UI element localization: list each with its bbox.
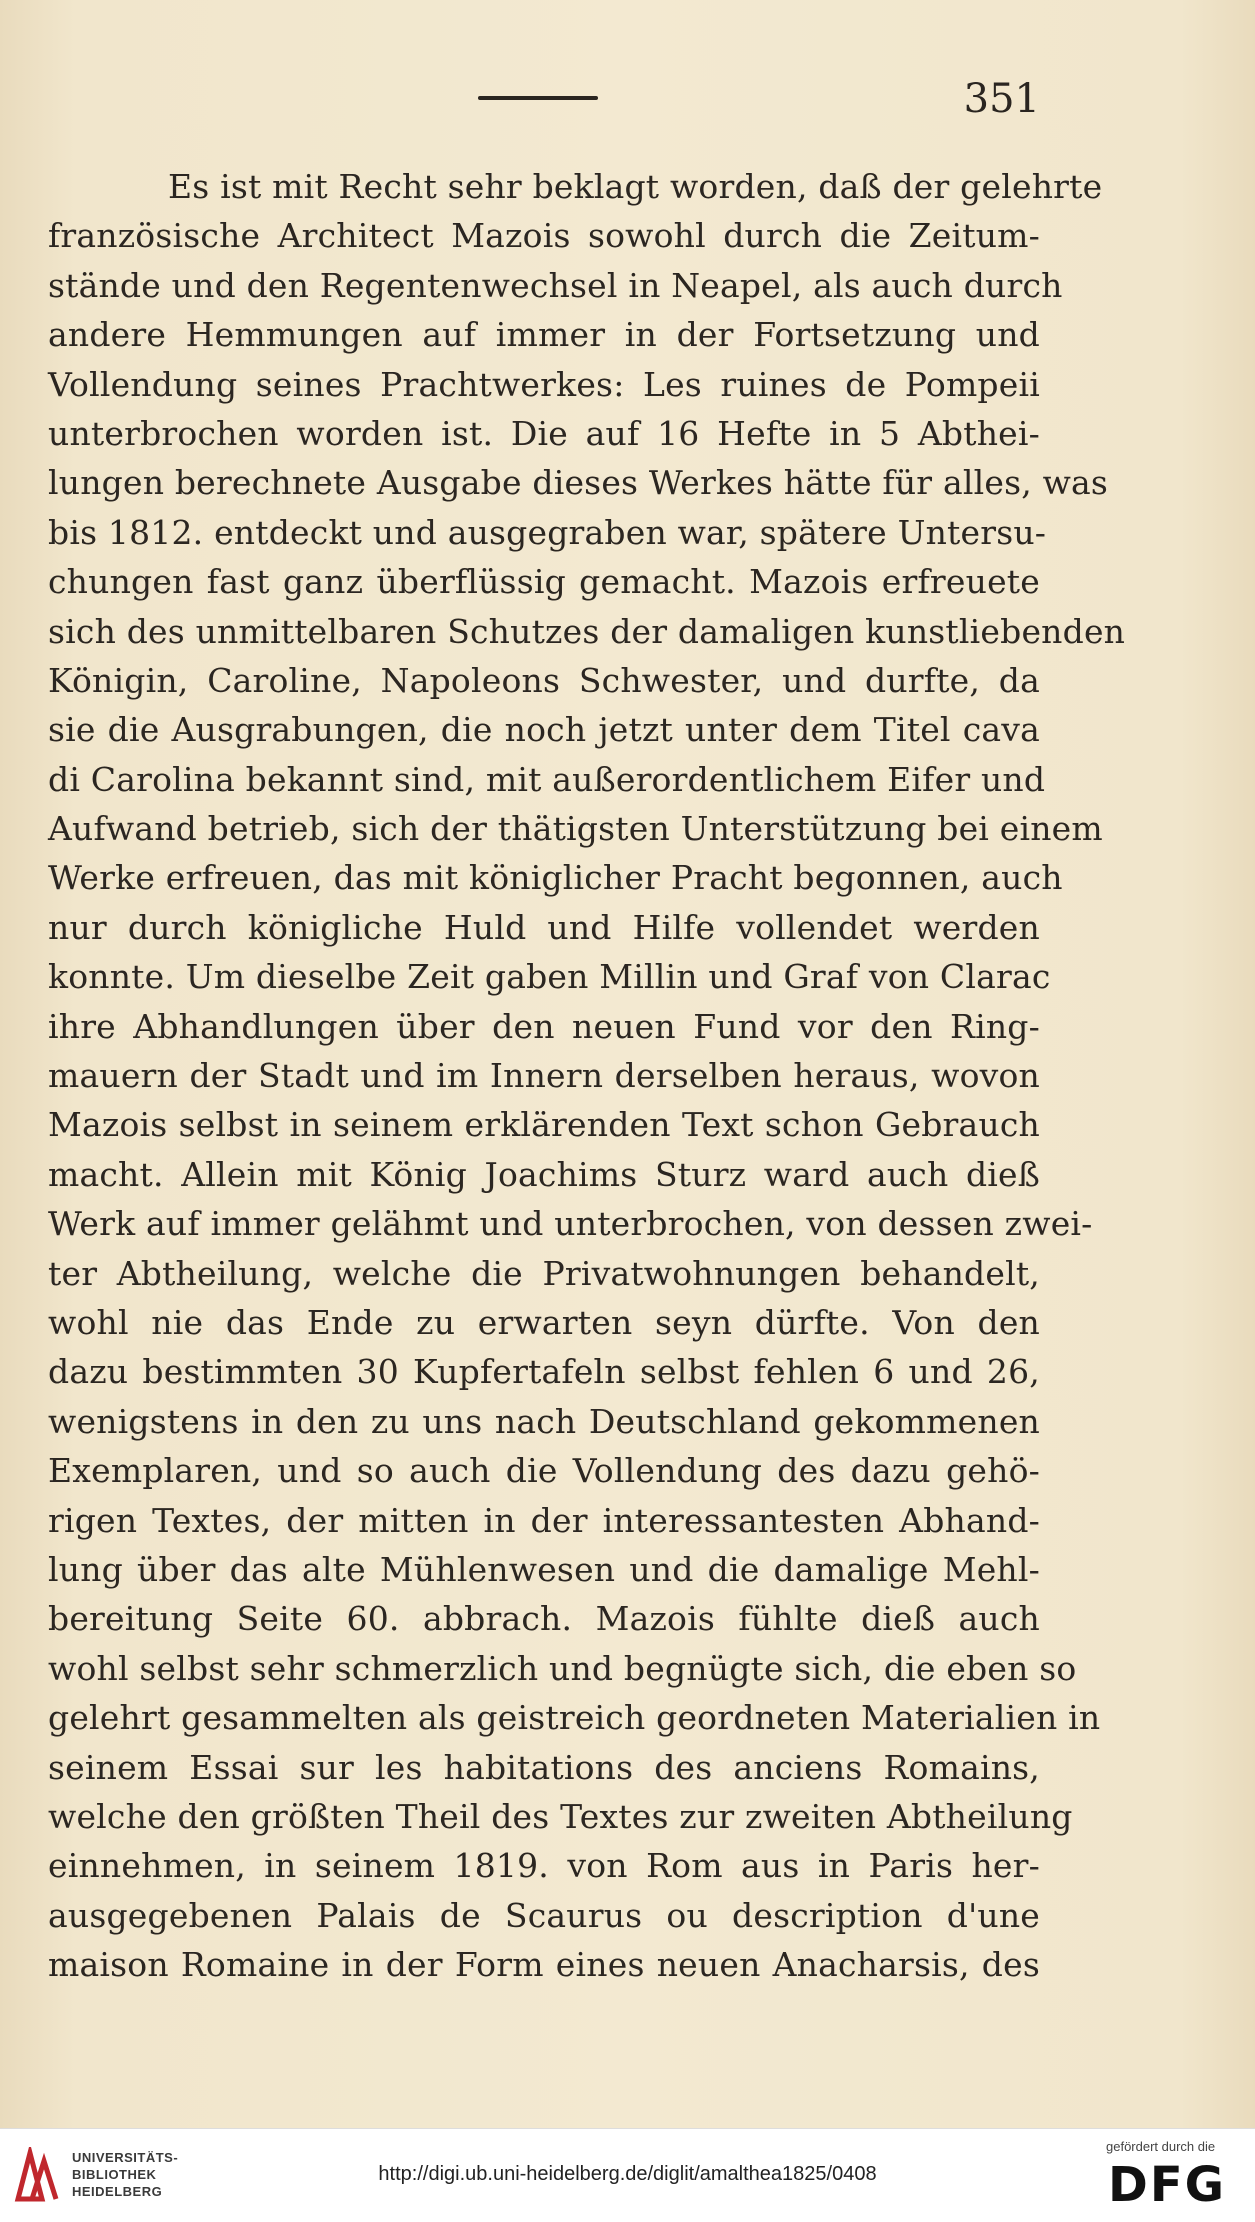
funder-label: gefördert durch die [1106, 2139, 1216, 2154]
text-line: konnte. Um dieselbe Zeit gaben Millin und Graf von Clarac [48, 957, 1051, 997]
text-line: stände und den Regentenwechsel in Neapel, als auch durch [48, 265, 1063, 305]
text-line: Werke erfreuen, das mit königlicher Pracht begonnen, auch [48, 858, 1063, 898]
text-line: Königin, Caroline, Napoleons Schwester, und durfte, da [48, 660, 1040, 700]
text-line: andere Hemmungen auf immer in der Fortsetzung und [48, 315, 1040, 355]
library-name-line: BIBLIOTHEK [72, 2167, 157, 2182]
text-line: ihre Abhandlungen über den neuen Fund vor den Ring- [48, 1006, 1040, 1046]
text-line: ter Abtheilung, welche die Privatwohnungen behandelt, [48, 1253, 1040, 1293]
text-line: wohl selbst sehr schmerzlich und begnügte sich, die eben so [48, 1648, 1077, 1688]
text-line: gelehrt gesammelten als geistreich geordneten Materialien in [48, 1698, 1101, 1738]
text-line: Aufwand betrieb, sich der thätigsten Unterstützung bei einem [48, 809, 1103, 849]
text-line: nur durch königliche Huld und Hilfe vollendet werden [48, 907, 1040, 947]
body-text [48, 162, 1126, 1989]
library-name-line: HEIDELBERG [72, 2184, 163, 2199]
text-line: ausgegebenen Palais de Scaurus ou description d'une [48, 1895, 1040, 1935]
text-line: wenigstens in den zu uns nach Deutschland gekommenen [48, 1401, 1040, 1441]
text-line: lungen berechnete Ausgabe dieses Werkes hätte für alles, was [48, 463, 1109, 503]
text-line: Mazois selbst in seinem erklärenden Text schon Gebrauch [48, 1105, 1040, 1145]
text-line: mauern der Stadt und im Innern derselben heraus, wovon [48, 1056, 1040, 1096]
text-line: wohl nie das Ende zu erwarten seyn dürfte. Von den [48, 1302, 1040, 1342]
text-line: französische Architect Mazois sowohl durch die Zeitum- [48, 216, 1040, 256]
text-line: einnehmen, in seinem 1819. von Rom aus in Paris her- [48, 1846, 1040, 1886]
text-line: Werk auf immer gelähmt und unterbrochen, von dessen zwei- [48, 1204, 1093, 1244]
text-line: welche den größten Theil des Textes zur zweiten Abtheilung [48, 1796, 1073, 1836]
text-line: unterbrochen worden ist. Die auf 16 Hefte in 5 Abthei- [48, 413, 1040, 453]
text-line: dazu bestimmten 30 Kupfertafeln selbst fehlen 6 und 26, [48, 1352, 1040, 1392]
dfg-logo: DFG [1108, 2157, 1227, 2213]
text-line: bis 1812. entdeckt und ausgegraben war, spätere Untersu- [48, 512, 1047, 552]
text-line: lung über das alte Mühlenwesen und die damalige Mehl- [48, 1549, 1040, 1589]
library-name-line: UNIVERSITÄTS- [72, 2150, 179, 2165]
footer-bar [0, 2128, 1255, 2222]
page-number: 351 [963, 76, 1040, 122]
text-line: di Carolina bekannt sind, mit außerordentlichem Eifer und [48, 759, 1046, 799]
header-rule [478, 96, 598, 100]
text-line: sie die Ausgrabungen, die noch jetzt unter dem Titel cava [48, 710, 1040, 750]
text-line: chungen fast ganz überflüssig gemacht. Mazois erfreuete [48, 562, 1040, 602]
text-line: bereitung Seite 60. abbrach. Mazois fühlte dieß auch [48, 1599, 1040, 1639]
text-line: Exemplaren, und so auch die Vollendung des dazu gehö- [48, 1451, 1040, 1491]
text-line: maison Romaine in der Form eines neuen Anacharsis, des [48, 1945, 1040, 1985]
text-line: macht. Allein mit König Joachims Sturz ward auch dieß [48, 1154, 1040, 1194]
source-url-link[interactable]: http://digi.ub.uni-heidelberg.de/diglit/amalthea1825/0408 [378, 2163, 877, 2185]
text-line: Vollendung seines Prachtwerkes: Les ruines de Pompeii [48, 364, 1040, 404]
text-line: sich des unmittelbaren Schutzes der damaligen kunstliebenden [48, 611, 1126, 651]
text-line: rigen Textes, der mitten in der interessantesten Abhand- [48, 1500, 1040, 1540]
text-line: Es ist mit Recht sehr beklagt worden, daß der gelehrte [168, 167, 1103, 206]
text-line: seinem Essai sur les habitations des anciens Romains, [48, 1747, 1040, 1787]
